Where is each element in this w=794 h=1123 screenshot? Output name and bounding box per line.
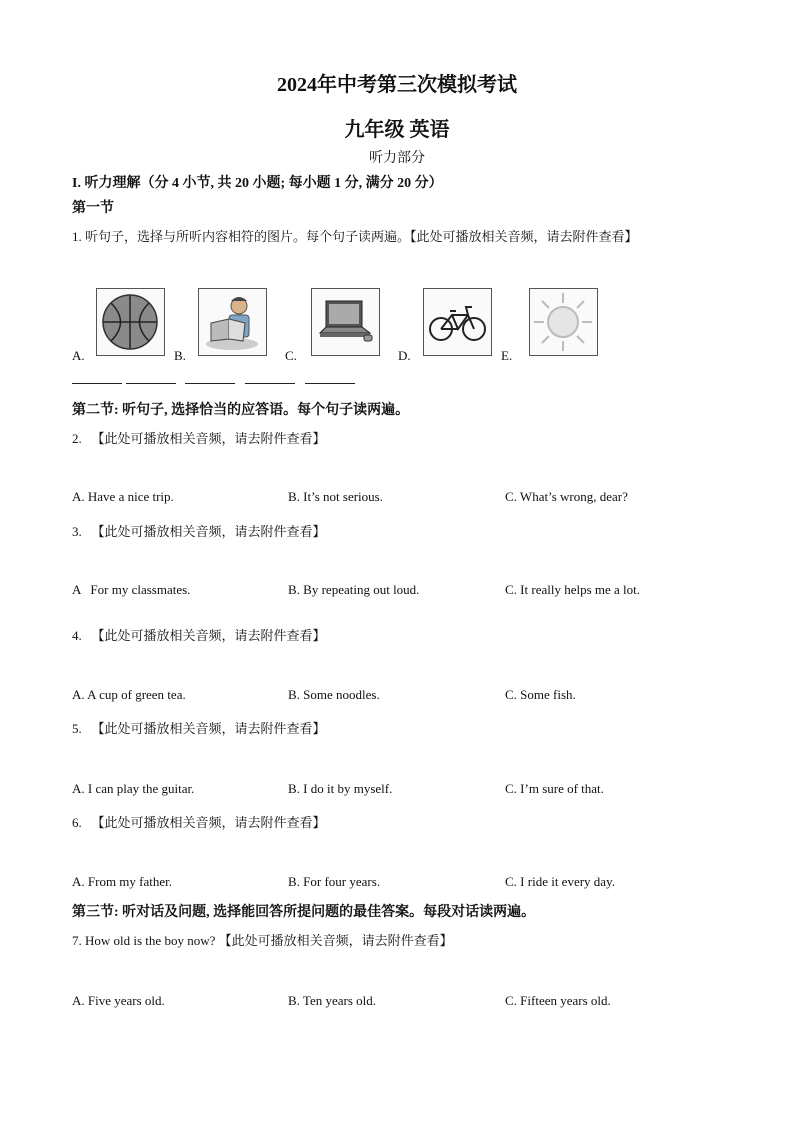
question-audio-note: 【此处可播放相关音频，请去附件查看】	[91, 524, 326, 539]
option-a: A. Have a nice trip.	[72, 489, 174, 504]
option-c: C. I’m sure of that.	[505, 781, 604, 796]
question-audio-note: 【此处可播放相关音频，请去附件查看】	[91, 815, 326, 830]
option-a: A. Five years old.	[72, 993, 165, 1008]
section3-heading: 第三节: 听对话及问题, 选择能回答所提问题的最佳答案。每段对话读两遍。	[72, 905, 536, 920]
question-number: 3.	[72, 524, 82, 539]
option-b: B. I do it by myself.	[288, 781, 393, 796]
question-prompt	[72, 521, 326, 540]
reading-child-icon	[198, 288, 267, 356]
page-subtitle: 九年级 英语	[344, 119, 450, 141]
option-c: C. Some fish.	[505, 687, 576, 702]
question-number: 5.	[72, 721, 82, 736]
option-a: A. A cup of green tea.	[72, 687, 186, 702]
question-audio-note: 【此处可播放相关音频，请去附件查看】	[91, 721, 326, 736]
answer-blank-5[interactable]	[305, 383, 355, 385]
picture-label-a: A.	[72, 348, 85, 363]
sun-icon	[529, 288, 598, 356]
option-b: B. Some noodles.	[288, 687, 380, 702]
question-prompt	[72, 428, 326, 447]
question-number: 4.	[72, 628, 82, 643]
section1-heading: 第一节	[72, 201, 114, 216]
question-audio-note: 【此处可播放相关音频，请去附件查看】	[91, 431, 326, 446]
option-c: C. Fifteen years old.	[505, 993, 611, 1008]
option-b: B. Ten years old.	[288, 993, 377, 1008]
answer-blank-3[interactable]	[185, 383, 235, 385]
picture-label-b: B.	[174, 348, 186, 363]
option-a: A. I can play the guitar.	[72, 781, 195, 796]
picture-label-c: C.	[285, 348, 297, 363]
option-b: B. For four years.	[288, 874, 381, 889]
answer-blank-2[interactable]	[126, 383, 176, 385]
option-c: C. I ride it every day.	[505, 874, 615, 889]
part-title: 听力部分	[369, 151, 425, 166]
option-b: B. It’s not serious.	[288, 489, 383, 504]
section2-heading: 第二节: 听句子, 选择恰当的应答语。每个句子读两遍。	[72, 403, 410, 418]
section-main-heading: I. 听力理解（分 4 小节, 共 20 小题; 每小题 1 分, 满分 20 分）	[72, 176, 443, 191]
question-7-prompt: 7. How old is the boy now? 【此处可播放相关音频，请去附件查看】	[72, 933, 453, 948]
option-b: B. By repeating out loud.	[288, 582, 420, 597]
question-number: 2.	[72, 431, 82, 446]
question-1-instruction: 1. 听句子，选择与所听内容相符的图片。每个句子读两遍。【此处可播放相关音频，请去附件查看】	[72, 229, 638, 244]
option-c: C. What’s wrong, dear?	[505, 489, 628, 504]
question-prompt	[72, 718, 326, 737]
question-prompt	[72, 812, 326, 831]
picture-label-e: E.	[501, 348, 513, 363]
picture-label-d: D.	[398, 348, 411, 363]
option-a: A For my classmates.	[72, 582, 191, 597]
page-title: 2024年中考第三次模拟考试	[277, 74, 517, 96]
question-audio-note: 【此处可播放相关音频，请去附件查看】	[91, 628, 326, 643]
basketball-icon	[96, 288, 165, 356]
laptop-icon	[311, 288, 380, 356]
bicycle-icon	[423, 288, 492, 356]
answer-blank-4[interactable]	[245, 383, 295, 385]
option-c: C. It really helps me a lot.	[505, 582, 641, 597]
answer-blank-1[interactable]	[72, 383, 122, 385]
option-a: A. From my father.	[72, 874, 173, 889]
question-prompt	[72, 625, 326, 644]
question-number: 6.	[72, 815, 82, 830]
